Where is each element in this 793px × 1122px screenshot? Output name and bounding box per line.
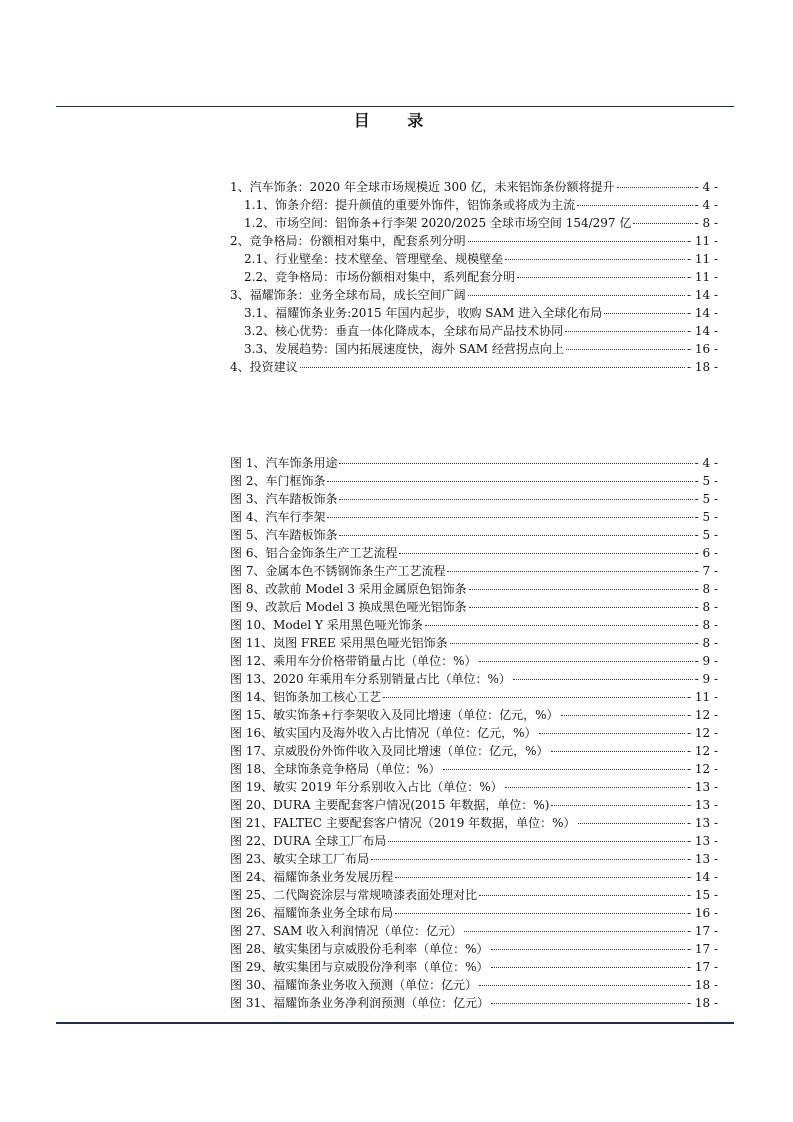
figure-entry-label: 图 30、福耀饰条业务收入预测（单位：亿元） [230, 978, 478, 992]
figure-entry-page: - 12 - [686, 726, 718, 740]
toc-entry-page: - 14 - [686, 324, 718, 338]
figure-entry-label: 图 1、汽车饰条用途 [230, 456, 338, 470]
figure-entry[interactable] [230, 995, 718, 1011]
figure-entry[interactable] [230, 545, 718, 561]
figure-entry[interactable] [230, 761, 718, 777]
figure-entry[interactable] [230, 617, 718, 633]
figure-entry[interactable] [230, 977, 718, 993]
figure-entry-page: - 13 - [686, 834, 718, 848]
figure-entry-label: 图 26、福耀饰条业务全球布局 [230, 906, 394, 920]
toc-entry[interactable] [244, 305, 718, 321]
figure-entry-label: 图 24、福耀饰条业务发展历程 [230, 870, 394, 884]
figure-entry[interactable] [230, 581, 718, 597]
figure-entry[interactable] [230, 779, 718, 795]
toc-entry-label: 3.1、福耀饰条业务:2015 年国内起步，收购 SAM 进入全球化布局 [244, 306, 603, 320]
toc-entry-label: 3.2、核心优势：垂直一体化降成本，全球布局产品技术协同 [244, 324, 564, 338]
figure-entry-page: - 12 - [686, 708, 718, 722]
figure-entry[interactable] [230, 833, 718, 849]
toc-entry-page: - 14 - [686, 306, 718, 320]
figure-entry-page: - 9 - [694, 672, 718, 686]
figure-entry-page: - 18 - [686, 996, 718, 1010]
figure-entry-label: 图 2、车门框饰条 [230, 474, 326, 488]
figure-entry[interactable] [230, 527, 718, 543]
figure-entry-label: 图 5、汽车踏板饰条 [230, 528, 338, 542]
page-title: 目 录 [353, 111, 440, 130]
figure-entry[interactable] [230, 509, 718, 525]
figure-entry-label: 图 20、DURA 主要配套客户情况(2015 年数据，单位：%) [230, 798, 550, 812]
figure-entry-page: - 8 - [694, 636, 718, 650]
figure-entry-label: 图 7、金属本色不锈钢饰条生产工艺流程 [230, 564, 446, 578]
header-rule [56, 106, 734, 107]
toc-entry[interactable] [244, 215, 718, 231]
figure-entry-label: 图 21、FALTEC 主要配套客户情况（2019 年数据，单位：%） [230, 816, 576, 830]
toc-entry-label: 3.3、发展趋势：国内拓展速度快，海外 SAM 经营拐点向上 [244, 342, 564, 356]
toc-entry[interactable] [230, 287, 718, 303]
figure-entry-page: - 17 - [686, 942, 718, 956]
toc-entry-label: 2.1、行业壁垒：技术壁垒、管理壁垒、规模壁垒 [244, 252, 504, 266]
figure-entry[interactable] [230, 923, 718, 939]
figure-entry[interactable] [230, 887, 718, 903]
figure-entry-page: - 9 - [694, 654, 718, 668]
figure-entry-label: 图 12、乘用车分价格带销量占比（单位：%） [230, 654, 477, 668]
footer-rule [56, 1022, 734, 1024]
figure-entry-label: 图 11、岚图 FREE 采用黑色哑光铝饰条 [230, 636, 448, 650]
figure-entry-label: 图 18、全球饰条竞争格局（单位：%） [230, 762, 441, 776]
figure-entry-label: 图 19、敏实 2019 年分系别收入占比（单位：%） [230, 780, 503, 794]
figure-entry-label: 图 8、改款前 Model 3 采用金属原色铝饰条 [230, 582, 467, 596]
figure-entry-page: - 13 - [686, 780, 718, 794]
figure-entry[interactable] [230, 869, 718, 885]
toc-entry[interactable] [230, 233, 718, 249]
figure-entry-page: - 12 - [686, 762, 718, 776]
figure-entry[interactable] [230, 707, 718, 723]
figure-entry-page: - 5 - [694, 528, 718, 542]
figure-entry-page: - 7 - [694, 564, 718, 578]
toc-entry-label: 3、福耀饰条：业务全球布局，成长空间广阔 [230, 288, 466, 302]
figure-entry-label: 图 9、改款后 Model 3 换成黑色哑光铝饰条 [230, 600, 467, 614]
figure-entry-page: - 5 - [694, 492, 718, 506]
figure-entry[interactable] [230, 959, 718, 975]
figure-entry-page: - 4 - [694, 456, 718, 470]
figure-entry-page: - 11 - [686, 690, 718, 704]
toc-entry[interactable] [244, 323, 718, 339]
toc-entry-label: 2.2、竞争格局：市场份额相对集中，系列配套分明 [244, 270, 516, 284]
figure-entry[interactable] [230, 671, 718, 687]
toc-entry[interactable] [244, 341, 718, 357]
figure-entry-label: 图 29、敏实集团与京威股份净利率（单位：%） [230, 960, 489, 974]
figure-entry-label: 图 17、京威股份外饰件收入及同比增速（单位：亿元，%） [230, 744, 549, 758]
figure-entry-page: - 5 - [694, 474, 718, 488]
figure-entry-label: 图 10、Model Y 采用黑色哑光饰条 [230, 618, 423, 632]
figure-entry-page: - 8 - [694, 618, 718, 632]
figure-entry[interactable] [230, 599, 718, 615]
figure-entry[interactable] [230, 743, 718, 759]
toc-entry-page: - 11 - [686, 234, 718, 248]
figure-entry-page: - 18 - [686, 978, 718, 992]
figure-entry[interactable] [230, 563, 718, 579]
toc-entry[interactable] [230, 179, 718, 195]
figure-entry-label: 图 14、铝饰条加工核心工艺 [230, 690, 382, 704]
figure-entry[interactable] [230, 653, 718, 669]
figure-entry-page: - 13 - [686, 816, 718, 830]
figure-entry-page: - 12 - [686, 744, 718, 758]
figure-entry[interactable] [230, 797, 718, 813]
toc-entry-page: - 11 - [686, 270, 718, 284]
toc-entry-page: - 8 - [694, 216, 718, 230]
figure-entry[interactable] [230, 455, 718, 471]
toc-entry-page: - 11 - [686, 252, 718, 266]
toc-entry-page: - 4 - [694, 198, 718, 212]
figure-entry-label: 图 23、敏实全球工厂布局 [230, 852, 370, 866]
figure-entry-page: - 16 - [686, 906, 718, 920]
figure-entry-page: - 13 - [686, 798, 718, 812]
toc-entry-page: - 18 - [686, 360, 718, 374]
figure-entry-page: - 5 - [694, 510, 718, 524]
toc-entry-label: 4、投资建议 [230, 360, 298, 374]
figure-entry[interactable] [230, 473, 718, 489]
figure-entry-label: 图 25、二代陶瓷涂层与常规喷漆表面处理对比 [230, 888, 478, 902]
toc-entry-label: 1、汽车饰条：2020 年全球市场规模近 300 亿，未来铝饰条份额将提升 [230, 180, 615, 194]
figure-entry-page: - 8 - [694, 582, 718, 596]
figure-entry[interactable] [230, 815, 718, 831]
figure-entry-page: - 14 - [686, 870, 718, 884]
toc-entry-page: - 14 - [686, 288, 718, 302]
figure-entry-label: 图 31、福耀饰条业务净利润预测（单位：亿元） [230, 996, 490, 1010]
toc-entry-label: 2、竞争格局：份额相对集中，配套系列分明 [230, 234, 466, 248]
figure-entry-label: 图 3、汽车踏板饰条 [230, 492, 338, 506]
figure-entry-label: 图 22、DURA 全球工厂布局 [230, 834, 387, 848]
figure-entry[interactable] [230, 941, 718, 957]
figure-entry-label: 图 4、汽车行李架 [230, 510, 326, 524]
figure-entry[interactable] [230, 491, 718, 507]
figure-entry-page: - 8 - [694, 600, 718, 614]
figure-entry[interactable] [230, 689, 718, 705]
figure-entry-label: 图 15、敏实饰条+行李架收入及同比增速（单位：亿元，%） [230, 708, 559, 722]
figure-entry-page: - 15 - [686, 888, 718, 902]
toc-entry[interactable] [230, 359, 718, 375]
toc-entry-page: - 4 - [694, 180, 718, 194]
toc-entry-label: 1.1、饰条介绍：提升颜值的重要外饰件，铝饰条或将成为主流 [244, 198, 576, 212]
figure-entry-page: - 17 - [686, 960, 718, 974]
figure-entry[interactable] [230, 725, 718, 741]
figure-entry-label: 图 13、2020 年乘用车分系别销量占比（单位：%） [230, 672, 511, 686]
figure-entry[interactable] [230, 851, 718, 867]
toc-entry-page: - 16 - [686, 342, 718, 356]
toc-entry[interactable] [244, 197, 718, 213]
toc-entry[interactable] [244, 251, 718, 267]
toc-entry[interactable] [244, 269, 718, 285]
figure-entry[interactable] [230, 905, 718, 921]
figure-entry-label: 图 28、敏实集团与京威股份毛利率（单位：%） [230, 942, 489, 956]
figure-entry-page: - 13 - [686, 852, 718, 866]
figure-entry-label: 图 16、敏实国内及海外收入占比情况（单位：亿元，%） [230, 726, 537, 740]
figure-entry-label: 图 6、铝合金饰条生产工艺流程 [230, 546, 398, 560]
figure-entry-page: - 6 - [694, 546, 718, 560]
figure-entry[interactable] [230, 635, 718, 651]
figure-entry-label: 图 27、SAM 收入利润情况（单位：亿元） [230, 924, 463, 938]
toc-entry-label: 1.2、市场空间：铝饰条+行李架 2020/2025 全球市场空间 154/297 亿 [244, 216, 632, 230]
figure-entry-page: - 17 - [686, 924, 718, 938]
